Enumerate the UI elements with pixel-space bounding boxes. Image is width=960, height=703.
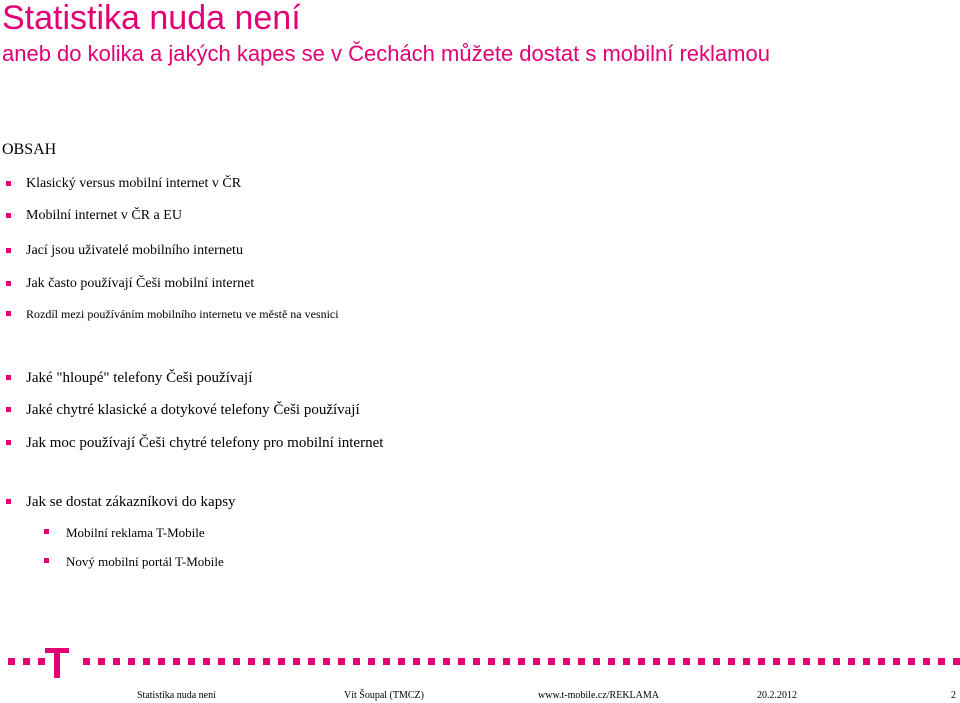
bullet-icon	[44, 558, 49, 563]
brand-dot	[818, 658, 825, 665]
bullet-icon	[6, 213, 11, 218]
brand-dot	[863, 658, 870, 665]
brand-dot	[278, 658, 285, 665]
brand-dot	[593, 658, 600, 665]
footer-date: 20.2.2012	[757, 690, 797, 701]
brand-dot	[83, 658, 90, 665]
footer-presentation-title: Statistika nuda není	[137, 690, 216, 701]
brand-dot	[578, 658, 585, 665]
brand-dot	[728, 658, 735, 665]
bullet-icon	[6, 375, 11, 380]
brand-dot	[953, 658, 960, 665]
brand-dot	[353, 658, 360, 665]
brand-dot	[833, 658, 840, 665]
brand-dot	[503, 658, 510, 665]
toc-subitem-label: Nový mobilní portál T-Mobile	[66, 554, 224, 569]
toc-item-label: Jaké "hloupé" telefony Češi používají	[26, 370, 253, 386]
brand-dot	[473, 658, 480, 665]
brand-dot	[668, 658, 675, 665]
brand-dot	[428, 658, 435, 665]
footer-page-number: 2	[951, 690, 956, 701]
bullet-icon	[6, 407, 11, 412]
toc-item-label: Jaké chytré klasické a dotykové telefony Češi používají	[26, 402, 360, 418]
brand-dot	[173, 658, 180, 665]
brand-dot	[203, 658, 210, 665]
bullet-icon	[6, 248, 11, 253]
brand-dot	[458, 658, 465, 665]
brand-dot	[698, 658, 705, 665]
brand-dot	[158, 658, 165, 665]
bullet-icon	[6, 499, 11, 504]
brand-dot	[893, 658, 900, 665]
toc-item-label: Jak se dostat zákazníkovi do kapsy	[26, 494, 236, 510]
brand-dot	[188, 658, 195, 665]
brand-dot	[803, 658, 810, 665]
brand-dot	[113, 658, 120, 665]
brand-dot	[683, 658, 690, 665]
brand-dot	[788, 658, 795, 665]
toc-subitem-label: Mobilní reklama T-Mobile	[66, 525, 205, 540]
brand-dot	[773, 658, 780, 665]
brand-dot	[38, 658, 45, 665]
brand-dot	[923, 658, 930, 665]
brand-dot	[98, 658, 105, 665]
brand-dot	[413, 658, 420, 665]
brand-dot	[653, 658, 660, 665]
brand-dot	[533, 658, 540, 665]
toc-heading: OBSAH	[2, 141, 57, 158]
brand-dot	[293, 658, 300, 665]
bullet-icon	[44, 529, 49, 534]
toc-item-label: Jací jsou uživatelé mobilního internetu	[26, 243, 243, 258]
brand-dot	[23, 658, 30, 665]
brand-dot	[323, 658, 330, 665]
slide-subtitle: aneb do kolika a jakých kapes se v Čechách můžete dostat s mobilní reklamou	[2, 41, 770, 66]
toc-item-label: Jak moc používají Češi chytré telefony pro mobilní internet	[26, 435, 384, 451]
toc-item-label: Klasický versus mobilní internet v ČR	[26, 176, 242, 191]
footer-url: www.t-mobile.cz/REKLAMA	[538, 690, 659, 701]
brand-dot	[248, 658, 255, 665]
brand-dot	[878, 658, 885, 665]
brand-dot	[308, 658, 315, 665]
brand-dot	[518, 658, 525, 665]
bullet-icon	[6, 440, 11, 445]
brand-dot	[908, 658, 915, 665]
brand-dot	[368, 658, 375, 665]
brand-dot	[623, 658, 630, 665]
toc-item-label: Mobilní internet v ČR a EU	[26, 208, 182, 223]
brand-dot	[338, 658, 345, 665]
brand-dot	[383, 658, 390, 665]
bullet-icon	[6, 181, 11, 186]
brand-bar	[0, 644, 960, 684]
brand-dot	[608, 658, 615, 665]
brand-dot	[488, 658, 495, 665]
toc-item-label: Rozdíl mezi používáním mobilního internetu ve městě na vesnici	[26, 307, 339, 321]
brand-dot	[563, 658, 570, 665]
slide-title: Statistika nuda není	[2, 0, 301, 37]
brand-dot	[938, 658, 945, 665]
brand-dot	[743, 658, 750, 665]
bullet-icon	[6, 311, 11, 316]
bullet-icon	[6, 281, 11, 286]
brand-dot	[638, 658, 645, 665]
brand-dot	[143, 658, 150, 665]
brand-dot	[548, 658, 555, 665]
brand-dot	[713, 658, 720, 665]
brand-dot	[8, 658, 15, 665]
brand-dots	[8, 658, 960, 665]
brand-dot	[263, 658, 270, 665]
toc-item-label: Jak často používají Češi mobilní internet	[26, 276, 255, 291]
footer-author: Vít Šoupal (TMCZ)	[344, 690, 424, 701]
brand-dot	[758, 658, 765, 665]
t-logo-icon	[45, 648, 69, 678]
brand-dot	[848, 658, 855, 665]
brand-dot	[128, 658, 135, 665]
brand-dot	[233, 658, 240, 665]
brand-dot	[443, 658, 450, 665]
brand-dot	[218, 658, 225, 665]
brand-dot	[398, 658, 405, 665]
